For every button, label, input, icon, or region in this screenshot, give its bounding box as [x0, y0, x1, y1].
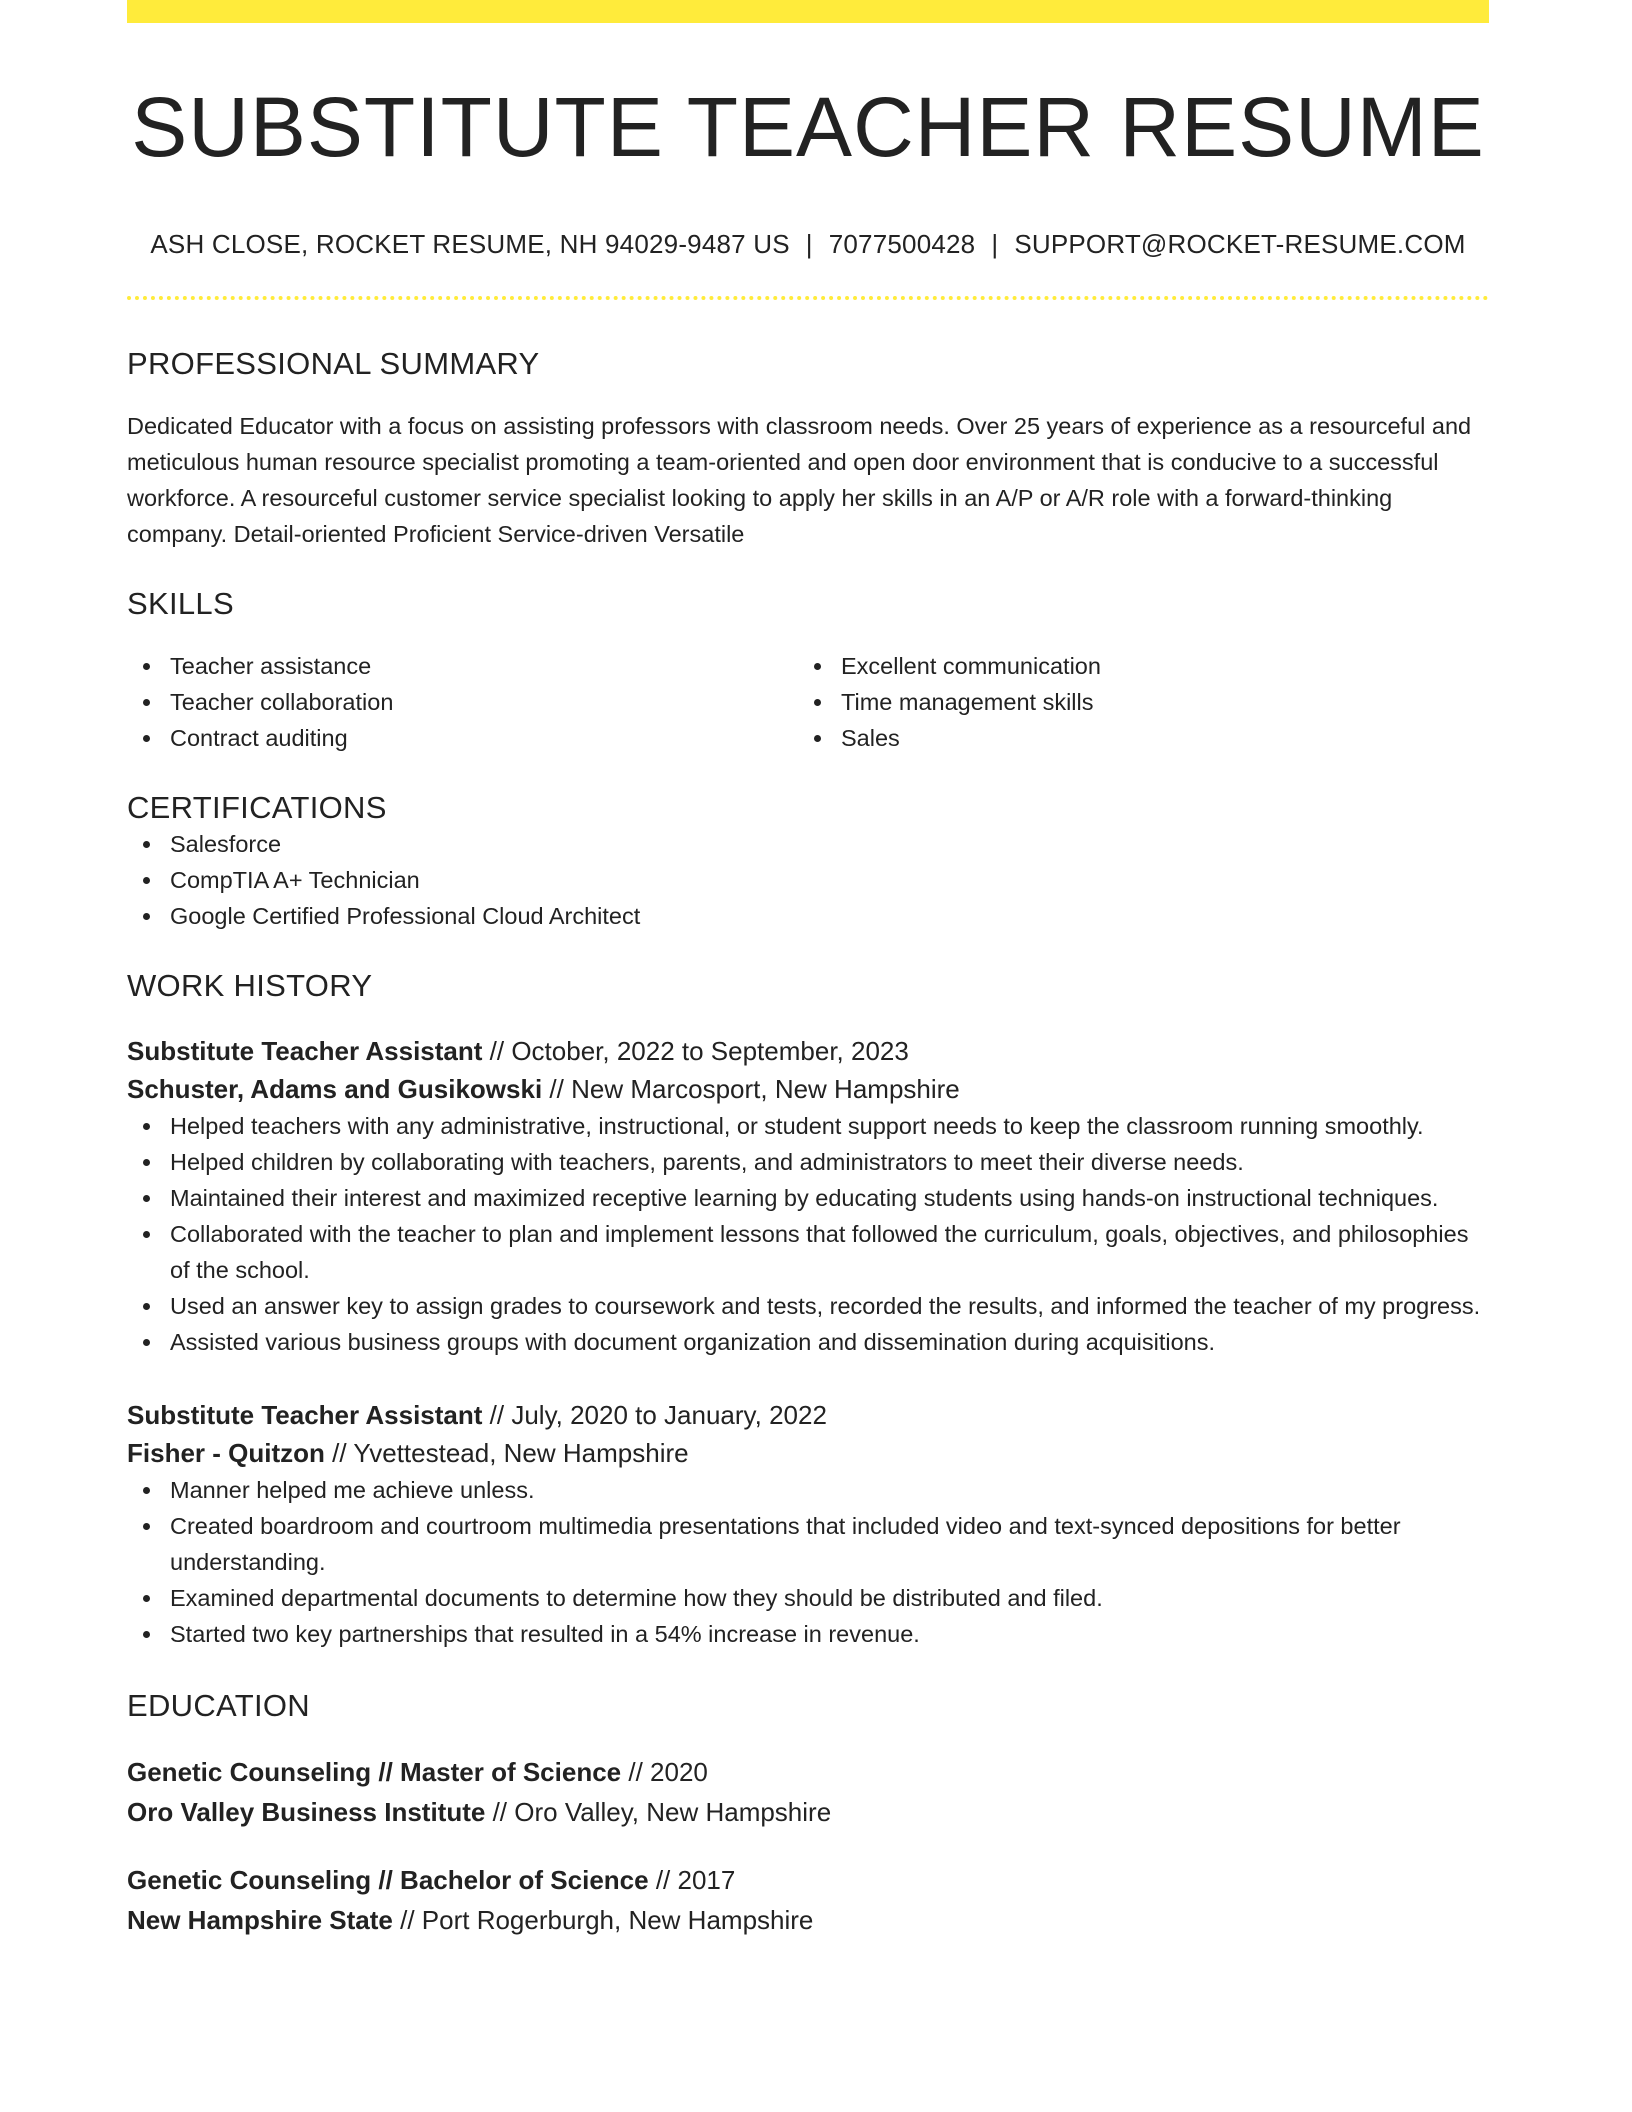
- education-location: // Port Rogerburgh, New Hampshire: [400, 1905, 814, 1936]
- top-accent-bar: [127, 0, 1489, 23]
- work-history-heading: WORK HISTORY: [127, 968, 373, 1004]
- job-bullet: Helped children by collaborating with teachers, parents, and administrators to meet their diverse needs.: [127, 1144, 1489, 1180]
- job-role-line: [127, 1396, 1489, 1434]
- contact-line: [127, 229, 1489, 260]
- job-bullet: Used an answer key to assign grades to coursework and tests, recorded the results, and informed the teacher of my progress.: [127, 1288, 1489, 1324]
- certifications-list: [127, 826, 1489, 934]
- education-school-line: [127, 1900, 1489, 1940]
- job-role-line: [127, 1032, 1489, 1070]
- education-entry: [127, 1860, 1489, 1940]
- job-bullet: Assisted various business groups with document organization and dissemination during acquisitions.: [127, 1324, 1489, 1360]
- job-company-line: [127, 1434, 1489, 1472]
- job-location: // New Marcosport, New Hampshire: [549, 1074, 960, 1105]
- education-school: Oro Valley Business Institute: [127, 1797, 486, 1828]
- resume-title: SUBSTITUTE TEACHER RESUME: [131, 80, 1485, 174]
- contact-phone: 7077500428: [828, 229, 976, 260]
- contact-separator: |: [991, 229, 999, 260]
- skills-left-column: [127, 648, 798, 756]
- job-bullet: Collaborated with the teacher to plan and implement lessons that followed the curriculum, goals, objectives, and philosophies of the school.: [127, 1216, 1489, 1288]
- education-degree: Genetic Counseling // Bachelor of Science: [127, 1865, 649, 1896]
- skill-item: Sales: [798, 720, 1469, 756]
- job-dates: // October, 2022 to September, 2023: [489, 1036, 909, 1067]
- skill-item: Teacher assistance: [127, 648, 798, 684]
- education-degree: Genetic Counseling // Master of Science: [127, 1757, 622, 1788]
- job-bullet: Maintained their interest and maximized receptive learning by educating students using hands-on instructional techniques.: [127, 1180, 1489, 1216]
- skills-heading: SKILLS: [127, 586, 234, 622]
- skills-grid: [127, 648, 1489, 756]
- skill-item: Excellent communication: [798, 648, 1469, 684]
- resume-page: [127, 0, 1489, 1940]
- job-company-line: [127, 1070, 1489, 1108]
- education-year: // 2020: [628, 1757, 708, 1788]
- skill-item: Time management skills: [798, 684, 1469, 720]
- contact-separator: |: [805, 229, 813, 260]
- certification-item: Google Certified Professional Cloud Architect: [127, 898, 1489, 934]
- education-entry: [127, 1752, 1489, 1832]
- certification-item: Salesforce: [127, 826, 1489, 862]
- education-school: New Hampshire State: [127, 1905, 393, 1936]
- job-entry: [127, 1396, 1489, 1652]
- job-dates: // July, 2020 to January, 2022: [489, 1400, 827, 1431]
- education-school-line: [127, 1792, 1489, 1832]
- job-bullets: [127, 1472, 1489, 1652]
- job-bullets: [127, 1108, 1489, 1360]
- job-company: Fisher - Quitzon: [127, 1438, 325, 1469]
- job-bullet: Created boardroom and courtroom multimedia presentations that included video and text-synced depositions for better understanding.: [127, 1508, 1489, 1580]
- job-role: Substitute Teacher Assistant: [127, 1400, 483, 1431]
- job-location: // Yvettestead, New Hampshire: [332, 1438, 689, 1469]
- contact-email: SUPPORT@ROCKET-RESUME.COM: [1014, 229, 1466, 260]
- dotted-divider: [127, 296, 1489, 300]
- job-role: Substitute Teacher Assistant: [127, 1036, 483, 1067]
- education-year: // 2017: [655, 1865, 736, 1896]
- education-heading: EDUCATION: [127, 1688, 310, 1724]
- summary-heading: PROFESSIONAL SUMMARY: [127, 346, 540, 382]
- education-location: // Oro Valley, New Hampshire: [492, 1797, 832, 1828]
- summary-text: Dedicated Educator with a focus on assisting professors with classroom needs. Over 25 years of experience as a resourceful and meticulous human resource specialist promoting a team-oriented and open door environment that is conducive to a successful workforce. A resourceful customer service specialist looking to apply her skills in an A/P or A/R role with a forward-thinking company. Detail-oriented Proficient Service-driven Versatile: [127, 413, 1472, 548]
- job-bullet: Manner helped me achieve unless.: [127, 1472, 1489, 1508]
- education-degree-line: [127, 1752, 1489, 1792]
- skills-right-column: [798, 648, 1469, 756]
- certification-item: CompTIA A+ Technician: [127, 862, 1489, 898]
- job-bullet: Started two key partnerships that resulted in a 54% increase in revenue.: [127, 1616, 1489, 1652]
- job-bullet: Examined departmental documents to determine how they should be distributed and filed.: [127, 1580, 1489, 1616]
- skill-item: Teacher collaboration: [127, 684, 798, 720]
- education-degree-line: [127, 1860, 1489, 1900]
- certifications-heading: CERTIFICATIONS: [127, 790, 387, 826]
- job-bullet: Helped teachers with any administrative, instructional, or student support needs to keep the classroom running smoothly.: [127, 1108, 1489, 1144]
- skill-item: Contract auditing: [127, 720, 798, 756]
- job-entry: [127, 1032, 1489, 1360]
- job-company: Schuster, Adams and Gusikowski: [127, 1074, 543, 1105]
- contact-address: ASH CLOSE, ROCKET RESUME, NH 94029-9487 US: [150, 229, 790, 260]
